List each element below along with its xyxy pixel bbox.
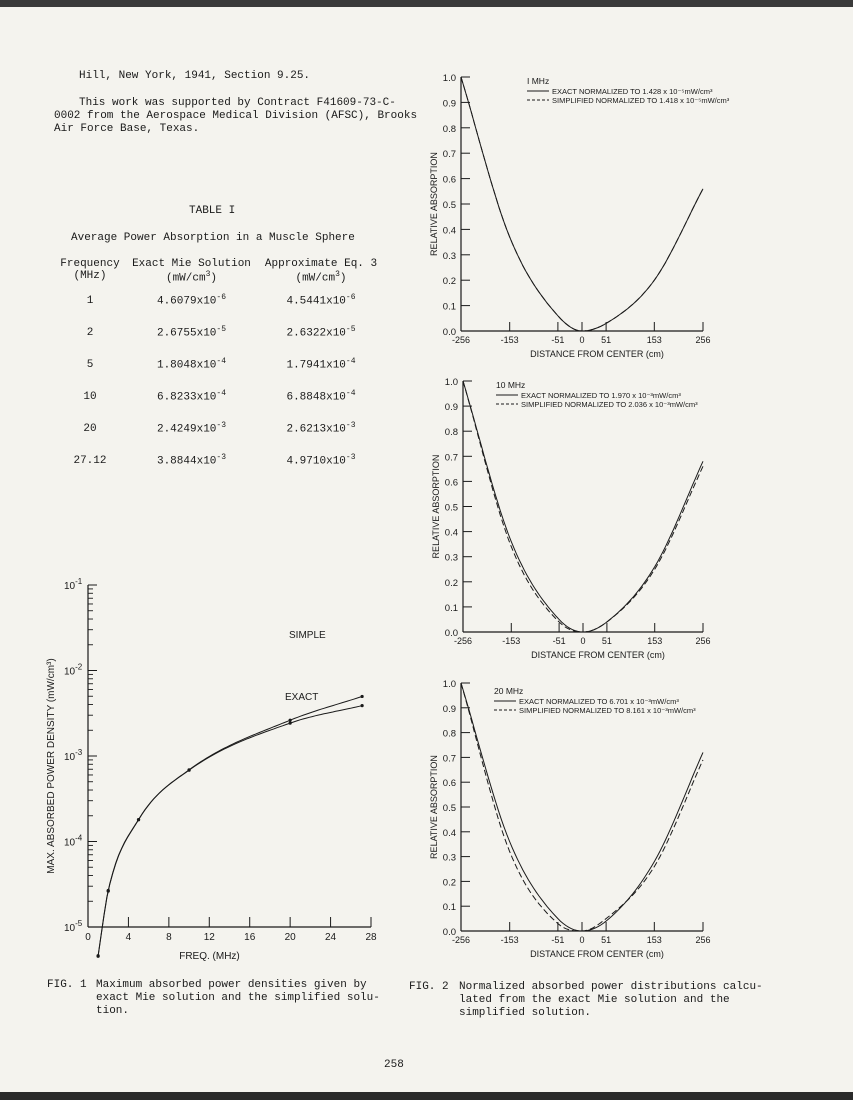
fig2-caption-label: FIG. 2 (409, 981, 449, 993)
table-title: Average Power Absorption in a Muscle Sphere (71, 232, 355, 244)
fig2-panel-3-y-tick-label: 0.1 (442, 902, 456, 914)
support-note-line-2: 0002 from the Aerospace Medical Division (AFSC), Brooks (54, 110, 418, 122)
fig1-caption-line: Maximum absorbed power densities given by (96, 979, 367, 991)
fig2-panel-3-legend-entry: EXACT NORMALIZED TO 6.701 x 10⁻³mW/cm³ (519, 697, 679, 706)
fig2-panel-3-y-tick-label: 0.4 (442, 827, 456, 839)
fig2-panel-3-x-tick-label: 51 (601, 935, 612, 945)
fig1-point-exact (289, 722, 292, 725)
fig1-annotation-exact: EXACT (285, 692, 319, 703)
fig2-panel-2-legend-title: 10 MHz (496, 380, 526, 390)
fig2-panel-3-x-tick-label: -256 (451, 935, 471, 945)
fig1-x-tick-label: 28 (365, 932, 377, 943)
fig1-y-tick-label: $10^{-3}$ (64, 748, 83, 763)
fig2-panel-3-legend-entry: SIMPLIFIED NORMALIZED TO 8.161 x 10⁻³mW/cm³ (519, 706, 696, 715)
fig2-panel-2-legend-entry: SIMPLIFIED NORMALIZED TO 2.036 x 10⁻³mW/cm³ (521, 400, 698, 409)
fig2-panel-1-y-tick-label: 0.6 (442, 174, 456, 186)
fig2-panel-1-series-simplified-line (461, 77, 703, 331)
fig1-x-tick-label: 8 (166, 932, 172, 943)
fig2-panel-3-x-tick-label: 256 (695, 935, 711, 945)
fig2-caption-line: lated from the exact Mie solution and the (459, 994, 730, 1006)
fig2-panel-2-y-tick-label: 1.0 (444, 377, 458, 388)
fig2-panel-2-y-tick-label: 0.3 (444, 552, 458, 564)
fig2-panel-3-legend-title: 20 MHz (494, 686, 524, 696)
fig2-panel-1-x-tick-label: -51 (551, 335, 565, 345)
table-row: 10 $6.8233x10^{-4}$ $6.8848x10^{-4}$ (83, 389, 356, 404)
fig1-point-exact (361, 704, 364, 707)
fig1-y-tick-label: $10^{-4}$ (64, 833, 83, 849)
table-row: 20 $2.4249x10^{-3}$ $2.6213x10^{-3}$ (83, 421, 356, 436)
fig2-panel-2-y-axis-label: RELATIVE ABSORPTION (431, 454, 441, 559)
fig2-panel-2-y-tick-label: 0.8 (444, 427, 458, 439)
fig1-y-tick-label: $10^{-5}$ (64, 919, 83, 934)
fig2-panel-3-x-tick-label: -153 (500, 935, 519, 945)
fig2-panel-1-x-axis-label: DISTANCE FROM CENTER (cm) (530, 349, 664, 359)
table-row: 27.12 $3.8844x10^{-3}$ $4.9710x10^{-3}$ (73, 453, 356, 468)
fig2-panel-2-x-tick-label: 0 (580, 636, 586, 646)
fig2-panel-2-x-tick-label: -51 (552, 636, 566, 646)
fig2-panel-1-x-tick-label: 0 (579, 335, 585, 345)
support-note-line-1: This work was supported by Contract F41609-73-C- (79, 97, 396, 109)
fig1-x-axis-label: FREQ. (MHz) (179, 951, 240, 962)
fig1-x-tick-label: 12 (203, 932, 215, 943)
fig2-panel-3-y-tick-label: 0.5 (442, 803, 456, 814)
fig2-panel-3-y-tick-label: 0.7 (442, 753, 456, 765)
fig2-panel-1-y-axis-label: RELATIVE ABSORPTION (429, 152, 439, 256)
fig2-panel-1-y-tick-label: 0.8 (442, 123, 456, 135)
fig1-caption-line: tion. (96, 1005, 130, 1017)
fig1-annotation-simple: SIMPLE (289, 630, 326, 641)
fig2-panel-1-y-tick-label: 0.7 (442, 149, 456, 161)
fig1-x-tick-label: 4 (125, 932, 132, 943)
fig2-panel-1-legend-entry: EXACT NORMALIZED TO 1.428 x 10⁻⁵mW/cm³ (552, 87, 713, 96)
fig1-point-simple (97, 955, 100, 958)
fig2-panel-1-y-tick-label: 0.2 (442, 276, 456, 288)
fig1-y-tick-label: $10^{-2}$ (64, 662, 83, 678)
fig2-panel-3-y-tick-label: 0.6 (442, 778, 456, 790)
col-header-exact: Exact Mie Solution $(mW/cm^3)$ (132, 258, 251, 285)
fig2-panel-2-series-exact-line (463, 381, 703, 632)
fig1-point-simple (137, 818, 140, 821)
fig2-panel-3-x-tick-label: -51 (551, 935, 565, 945)
fig1-series-simple-line (98, 697, 362, 957)
fig2-panel-3-y-tick-label: 0.2 (442, 877, 456, 889)
fig2-panel-1-x-tick-label: -256 (451, 335, 471, 345)
table-label: TABLE I (189, 205, 236, 217)
page-number: 258 (384, 1059, 404, 1071)
fig2-panel-1-series-exact-line (461, 77, 703, 331)
fig2-panel-2-y-tick-label: 0.4 (444, 527, 458, 539)
fig2-panel-2-x-tick-label: 153 (647, 636, 663, 646)
fig1-caption-line: exact Mie solution and the simplified solu- (96, 992, 380, 1004)
fig2-panel-2-legend-entry: EXACT NORMALIZED TO 1.970 x 10⁻³mW/cm³ (521, 391, 681, 400)
col-header-approx: Approximate Eq. 3 $(mW/cm^3)$ (264, 258, 378, 285)
fig2-panel-1-legend-entry: SIMPLIFIED NORMALIZED TO 1.418 x 10⁻⁵mW/cm³ (552, 96, 730, 105)
fig2-panel-1-x-tick-label: -153 (500, 335, 519, 345)
fig2-panel-1-y-tick-label: 0.3 (442, 250, 456, 262)
fig2-panel-2-y-tick-label: 0.1 (444, 602, 458, 614)
fig1-x-tick-label: 20 (284, 932, 296, 943)
fig2-panel-2-x-tick-label: -153 (502, 636, 521, 646)
fig2-panel-1-y-tick-label: 0.5 (442, 200, 456, 211)
col-header-frequency: Frequency (MHz) (60, 258, 120, 282)
support-note-line-3: Air Force Base, Texas. (54, 123, 200, 135)
fig1-point-simple (187, 768, 190, 771)
fig1-x-tick-label: 16 (244, 932, 256, 943)
fig2-panel-2-x-tick-label: -256 (453, 636, 473, 646)
fig2-panel-3-x-tick-label: 153 (646, 935, 662, 945)
table-row: 2 $2.6755x10^{-5}$ $2.6322x10^{-5}$ (86, 325, 356, 340)
fig2-panel-1-legend-title: I MHz (527, 76, 550, 86)
fig2-panel-2-y-tick-label: 0.9 (444, 402, 458, 414)
scan-bottom-border (0, 1092, 853, 1100)
fig2-panel-1-x-tick-label: 256 (695, 335, 711, 345)
fig2-panel-2-y-tick-label: 0.7 (444, 452, 458, 464)
fig2-panel-3-y-tick-label: 0.9 (442, 703, 456, 715)
fig2-panel-2-x-tick-label: 256 (695, 636, 711, 646)
fig1-x-tick-label: 24 (325, 932, 337, 943)
fig1-point-simple (107, 889, 110, 892)
fig1-y-tick-label: $10^{-1}$ (64, 577, 83, 592)
fig2-panel-1-y-tick-label: 1.0 (442, 73, 456, 84)
fig2-panel-1-x-tick-label: 153 (646, 335, 662, 345)
fig1-series-exact-line (98, 706, 362, 956)
reference-line: Hill, New York, 1941, Section 9.25. (79, 70, 311, 82)
fig2-panel-1-y-tick-label: 0.4 (442, 225, 456, 237)
fig2-panel-3-x-tick-label: 0 (579, 935, 585, 945)
fig2-panel-1-y-tick-label: 0.9 (442, 98, 456, 110)
table-row: 5 $1.8048x10^{-4}$ $1.7941x10^{-4}$ (86, 357, 356, 372)
table-row: 1 $4.6079x10^{-6}$ $4.5441x10^{-6}$ (86, 293, 356, 308)
fig2-panel-2-x-tick-label: 51 (601, 636, 612, 646)
fig2-panel-1-y-tick-label: 0.1 (442, 301, 456, 313)
fig2-panel-2-x-axis-label: DISTANCE FROM CENTER (cm) (531, 650, 665, 660)
fig2-panel-2-y-tick-label: 0.6 (444, 477, 458, 489)
fig1-point-simple (289, 719, 292, 722)
fig2-panel-3-y-tick-label: 0.3 (442, 852, 456, 864)
fig2-panel-3-y-tick-label: 1.0 (442, 679, 456, 690)
fig2-caption-line: Normalized absorbed power distributions calcu- (459, 981, 763, 993)
fig2-panel-1-x-tick-label: 51 (601, 335, 612, 345)
fig2-panel-3-x-axis-label: DISTANCE FROM CENTER (cm) (530, 949, 664, 959)
fig2-panel-3-y-tick-label: 0.8 (442, 728, 456, 740)
fig1-y-axis-label: MAX. ABSORBED POWER DENSITY (mW/cm³) (46, 658, 57, 874)
fig1-point-simple (361, 695, 364, 698)
fig2-panel-2-y-tick-label: 0.5 (444, 502, 458, 514)
fig2-panel-2-y-tick-label: 0.0 (444, 628, 458, 639)
fig2-panel-3-y-axis-label: RELATIVE ABSORPTION (429, 755, 439, 859)
fig1-x-tick-label: 0 (85, 932, 91, 943)
fig2-panel-3-y-tick-label: 0.0 (442, 927, 456, 938)
fig2-panel-3-series-exact-line (461, 683, 703, 931)
fig2-caption-line: simplified solution. (459, 1007, 592, 1019)
fig1-caption-label: FIG. 1 (47, 979, 87, 991)
fig2-panel-1-y-tick-label: 0.0 (442, 327, 456, 338)
fig2-panel-2-y-tick-label: 0.2 (444, 577, 458, 589)
